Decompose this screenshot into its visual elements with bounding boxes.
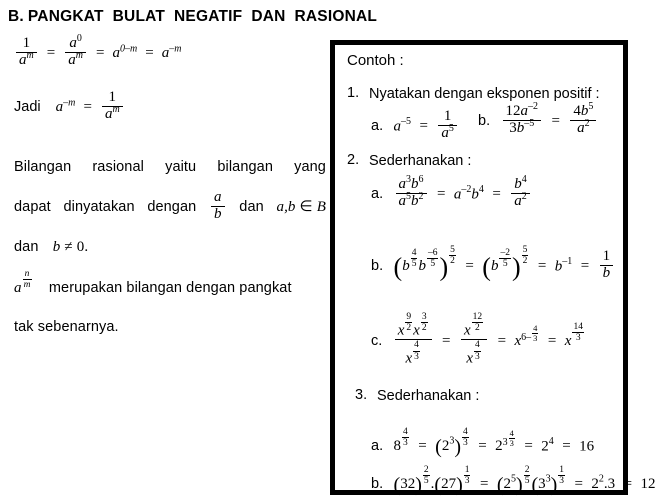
formula1-equals-2: = <box>96 45 105 62</box>
contoh-heading: Contoh : <box>347 52 404 69</box>
item-3b-t5-dot: . <box>603 476 608 492</box>
item-2b-b1-exp-num: 4 <box>411 247 417 258</box>
item-3a-t4-exp: 4 <box>548 436 554 448</box>
item-2-text: Sederhanakan : <box>369 153 472 169</box>
para3-period: . <box>84 239 89 255</box>
item-2a-lhs-fraction <box>396 174 427 210</box>
item-2a-num-a-exp: 3 <box>406 174 412 185</box>
item-1a-rhs-den-base: a <box>441 124 449 141</box>
item-2c-den <box>395 339 432 367</box>
item-3b-t4-exp <box>558 465 565 487</box>
item-2b-mid-exp <box>499 248 511 270</box>
item-3b-t4-open-paren: ( <box>531 474 539 497</box>
item-2c-r1-minus: – <box>526 332 532 343</box>
item-2a-res-num-base: b <box>514 176 522 192</box>
item-3a-t2-num: 4 <box>463 427 468 437</box>
jadi-frac-num: 1 <box>108 89 117 105</box>
item-3b-t5-base: 2 <box>591 476 599 492</box>
item-2c-r1-exp <box>521 324 539 343</box>
para4-exp-num: n <box>24 269 30 279</box>
formula1-equals-1: = <box>46 45 56 62</box>
item-2a-equals-1: = <box>437 186 446 203</box>
item-2b-mid-outer-den: 2 <box>522 256 528 267</box>
item-3b-equals-2: = <box>574 476 583 492</box>
item-3a-t3-base: 2 <box>495 438 503 455</box>
item-2c-equals-2: = <box>497 333 507 349</box>
item-3b-t2-open-paren: ( <box>434 474 442 497</box>
item-2c-mid-num-exp <box>472 312 484 334</box>
para2-frac-den: b <box>211 206 225 223</box>
item-3b-equals-1: = <box>479 476 489 492</box>
item-2b-close-paren: ) <box>439 253 449 283</box>
paragraph-line-1 <box>14 147 326 187</box>
item-1b-lhs-fraction <box>503 101 542 137</box>
item-2b-outer-num: 5 <box>450 245 455 255</box>
title-word-1: PANGKAT <box>27 8 104 25</box>
formula1-term3-exp: 0–m <box>120 43 138 55</box>
item-1a-lhs-base: a <box>393 118 402 135</box>
item-2a-mid-base1: a <box>453 186 462 203</box>
item-3a-equals-3: = <box>524 438 533 455</box>
item-2b-b2-base: b <box>418 258 426 275</box>
para2-dan: dan <box>239 199 264 215</box>
item-2c-n2-exp <box>421 312 428 334</box>
item-2c-r2-den: 3 <box>572 332 584 343</box>
item-1b-lhs-num-exp: –2 <box>528 101 539 112</box>
para1-word-4: yang <box>294 159 326 175</box>
para5-text: tak sebenarnya. <box>14 319 119 335</box>
item-2a-num-a: a <box>398 176 407 192</box>
jadi-frac-den <box>102 103 123 123</box>
item-2c-equals-3: = <box>547 333 557 349</box>
item-3b-t4-base: 3 <box>538 476 546 492</box>
item-3a-equals-4: = <box>562 438 571 455</box>
item-2c-result-2 <box>564 322 585 349</box>
item-2a-den-a-exp: 5 <box>406 190 412 202</box>
title-word-0: B. <box>8 8 24 25</box>
example-item-2b <box>371 245 615 282</box>
example-item-3a <box>371 427 595 459</box>
item-2c-mid-num-den: 2 <box>472 322 484 333</box>
example-box <box>330 40 656 497</box>
item-1-text: Nyatakan dengan eksponen positif : <box>369 86 600 102</box>
item-2c-d-exp <box>413 340 420 362</box>
item-3-number: 3. <box>355 387 368 403</box>
para2-word-2: dengan <box>147 199 197 215</box>
item-2c-num <box>395 312 432 339</box>
item-3b-t4-close-paren: ) <box>550 474 558 497</box>
item-3a-equals-2: = <box>478 438 487 455</box>
item-3a-equals-1: = <box>418 438 427 455</box>
para2-elem-symbol: ∈ <box>299 199 313 215</box>
formula1-term1-numerator: 1 <box>22 35 31 51</box>
item-2c-r1-int: 6 <box>521 332 527 343</box>
item-2c-r1-den: 3 <box>533 333 538 344</box>
example-item-1a <box>371 110 459 143</box>
paragraph-line-2 <box>14 187 326 227</box>
jadi-frac-den-exp: m <box>112 103 120 115</box>
item-3b-t3-inner: 5 <box>511 473 517 485</box>
para3-neq: ≠ <box>64 239 73 255</box>
item-1a-label: a. <box>371 118 384 135</box>
item-2c-lhs-fraction <box>395 312 432 368</box>
item-2c-r2-exp <box>572 322 584 344</box>
item-2-number: 2. <box>347 152 360 168</box>
item-3a-t4-base: 2 <box>541 438 549 455</box>
item-2b-final-fraction <box>600 249 614 282</box>
para3-b: b <box>52 239 61 255</box>
item-3b-t1-base: 32 <box>400 476 416 492</box>
para2-word-0: dapat <box>14 199 51 215</box>
item-2c-r1-num: 4 <box>533 323 538 334</box>
item-2c-result-1 <box>514 323 540 349</box>
item-3b-term2 <box>434 465 471 497</box>
item-3b-t1-den: 5 <box>423 476 429 487</box>
paragraph-line-4 <box>14 267 326 309</box>
jadi-statement <box>14 91 326 137</box>
item-2b-b1-exp-den: 5 <box>411 259 417 270</box>
item-1a-rhs-den <box>438 122 457 142</box>
item-3b-t2-den: 3 <box>464 476 470 487</box>
item-2c-mid-den <box>461 339 487 367</box>
item-3b-term3 <box>496 465 532 497</box>
item-2a-res-num-exp: 4 <box>521 174 527 185</box>
item-3b-t3-close-paren: ) <box>516 474 523 497</box>
item-3a-t1-base: 8 <box>393 438 402 455</box>
item-2c-d-den: 3 <box>414 351 419 362</box>
para4-base: a <box>14 280 22 296</box>
item-1b-rhs-num <box>570 101 596 120</box>
item-2b-equals-3: = <box>580 258 590 275</box>
para4-a-to-n-over-m <box>14 269 33 296</box>
example-item-2a <box>371 174 532 211</box>
item-3a-t3-num: 4 <box>509 428 514 439</box>
item-2c-n2-den: 2 <box>421 323 427 334</box>
title-word-5: RASIONAL <box>294 8 378 25</box>
jadi-exp: –m <box>63 97 76 109</box>
title-word-2: BULAT <box>112 8 166 25</box>
item-3b-t3-base: 2 <box>503 476 512 492</box>
formula1-term2-num-base: a <box>69 35 77 51</box>
item-1b-lhs-num <box>503 101 542 120</box>
item-2c-mid-num-num: 12 <box>472 312 483 322</box>
item-2c-mid-den-exp <box>474 340 481 362</box>
item-2a-res-den <box>511 190 530 210</box>
item-2b-equals-2: = <box>537 258 547 275</box>
item-3a-term3 <box>495 428 516 455</box>
item-3a-label: a. <box>371 438 384 455</box>
title-word-3: NEGATIF <box>174 8 243 25</box>
example-item-2-prompt <box>347 152 471 170</box>
item-3a-t3-frac <box>509 429 515 448</box>
item-2a-num-b: b <box>411 176 419 192</box>
item-2c-mid-den-num: 4 <box>475 340 480 351</box>
item-3b-t5-exp: 2 <box>598 473 604 485</box>
item-3b-t1-open-paren: ( <box>393 474 401 497</box>
item-2b-b2-exp-den: 5 <box>427 258 439 269</box>
item-3a-t2-inner-exp: 3 <box>449 436 455 448</box>
item-1b-rhs-den-base: a <box>577 119 585 136</box>
item-1b-rhs-fraction <box>570 101 596 137</box>
item-2b-label: b. <box>371 258 384 275</box>
item-1b-lhs-num-coef: 12 <box>505 103 521 119</box>
item-2c-r2-num: 14 <box>573 322 583 332</box>
para1-word-0: Bilangan <box>14 159 72 175</box>
item-3b-t4-inner: 3 <box>545 473 551 485</box>
item-2b-open-paren: ( <box>393 253 403 283</box>
item-3a-open-paren: ( <box>435 436 442 459</box>
item-2b-mid-exp-den: 5 <box>499 258 511 269</box>
item-3b-t5-mult: 3 <box>607 476 616 492</box>
item-2b-res-base: b <box>554 258 563 275</box>
item-3b-t2-num: 1 <box>464 465 470 475</box>
formula1-term1-den-base: a <box>19 51 27 68</box>
item-2c-d-num: 4 <box>414 340 419 351</box>
formula1-term2-denominator <box>65 49 86 69</box>
para3-dan: dan <box>14 239 39 255</box>
item-1b-rhs-den-exp: 2 <box>584 117 590 129</box>
item-2b-mid-outer-exp <box>522 245 529 267</box>
item-2c-mid-den-base: x <box>466 350 473 367</box>
formula1-term2-num-exp: 0 <box>76 33 82 44</box>
item-2c-n1-base: x <box>397 322 405 339</box>
item-3a-close-paren: ) <box>454 436 462 459</box>
item-1b-rhs-den <box>570 117 596 137</box>
item-3a-term2 <box>435 427 470 459</box>
item-3a-t2-exp <box>462 427 469 449</box>
item-2a-num-b-exp: 6 <box>418 174 424 185</box>
item-2c-d-base: x <box>405 350 413 367</box>
formula1-term2-den-exp: m <box>75 49 83 61</box>
item-2b-mid-outer-num: 5 <box>522 245 528 255</box>
item-3a-t1-exp <box>402 427 409 449</box>
item-2b-res-exp: –1 <box>562 256 573 268</box>
item-2c-r1-frac <box>532 324 538 343</box>
item-3a-term1 <box>393 427 410 455</box>
para2-frac-num: a <box>214 188 222 205</box>
item-2c-n1-num: 9 <box>406 312 412 322</box>
item-1b-lhs-den-coef: 3 <box>509 119 517 136</box>
example-item-3b <box>371 465 656 497</box>
item-2b-mid-group <box>482 245 529 283</box>
item-3-text: Sederhanakan : <box>377 388 480 404</box>
item-2a-den-b: b <box>411 192 419 209</box>
para2-word-1: dinyatakan <box>63 199 135 215</box>
item-2c-n2-num: 3 <box>421 312 427 322</box>
formula1-term2 <box>65 33 86 69</box>
item-2a-equals-2: = <box>492 186 501 203</box>
item-2a-res-den-base: a <box>514 192 522 209</box>
item-3a-result: 16 <box>579 438 595 455</box>
para2-fraction-a-over-b <box>211 190 225 223</box>
item-2b-mid-exp-num: –2 <box>500 247 510 258</box>
para4-text: merupakan bilangan dengan pangkat <box>48 280 292 296</box>
item-1a-rhs-den-exp: 5 <box>448 122 454 134</box>
item-2b-mid-close-paren: ) <box>511 253 521 283</box>
item-2c-r1-base: x <box>514 333 522 349</box>
item-3a-t3-int: 3 <box>502 436 508 448</box>
item-2b-final-den: b <box>600 265 614 282</box>
item-3b-t2-base: 27 <box>441 476 457 492</box>
formula1-term2-den-base: a <box>68 51 76 68</box>
item-2a-res-den-exp: 2 <box>521 190 527 202</box>
item-3b-t4-den: 3 <box>559 476 565 487</box>
item-1a-rhs-fraction <box>438 109 457 142</box>
item-2a-den-a: a <box>398 192 407 209</box>
item-2b-b2-exp <box>427 248 439 270</box>
left-column <box>14 33 326 345</box>
formula1-term3-base: a <box>112 45 121 62</box>
item-2b-lhs-group <box>393 245 457 283</box>
item-2a-mid-base2: b <box>471 186 479 203</box>
item-3b-dot: . <box>430 476 435 492</box>
formula1-term1-denominator <box>16 49 37 69</box>
item-1b-lhs-den <box>503 117 542 137</box>
jadi-label: Jadi <box>14 99 41 116</box>
item-2b-final-num: 1 <box>602 247 611 264</box>
example-item-1-prompt <box>347 85 600 103</box>
item-2b-outer-den: 2 <box>450 256 455 267</box>
item-2b-b1-exp <box>411 248 418 270</box>
formula1-equals-3: = <box>145 45 154 62</box>
item-3b-t1-exp <box>423 465 430 487</box>
item-3b-t2-close-paren: ) <box>456 474 463 497</box>
jadi-equals: = <box>83 99 92 116</box>
item-2c-mid-fraction <box>461 312 487 368</box>
para3-zero: 0 <box>76 239 85 255</box>
item-1b-rhs-num-exp: 5 <box>588 101 594 112</box>
para2-set-vars: a,b <box>276 199 296 215</box>
formula1-term1-den-exp: m <box>26 49 34 61</box>
para4-exponent-fraction <box>23 269 32 291</box>
item-1b-rhs-num-coef: 4 <box>573 103 581 119</box>
item-1b-equals: = <box>551 113 560 130</box>
item-3b-t3-open-paren: ( <box>496 474 504 497</box>
item-2a-mid-exp1: –2 <box>461 184 472 196</box>
item-3a-t2-den: 3 <box>463 438 468 449</box>
formula1-term1 <box>16 36 37 69</box>
item-3b-t3-num: 2 <box>524 465 530 475</box>
jadi-fraction <box>102 90 123 123</box>
item-3b-t3-exp <box>524 465 531 487</box>
item-2c-mid-num <box>461 312 487 339</box>
title-word-4: DAN <box>251 8 286 25</box>
item-3b-equals-3: = <box>623 476 633 492</box>
item-2b-b1-base: b <box>402 258 410 275</box>
item-3a-t1-den: 3 <box>403 438 408 449</box>
item-2c-mid-den-den: 3 <box>475 351 480 362</box>
example-item-1b <box>478 101 598 138</box>
paragraph-line-3 <box>14 227 326 267</box>
item-3b-t1-num: 2 <box>423 465 429 475</box>
item-2c-label: c. <box>371 333 383 349</box>
para1-word-2: yaitu <box>165 159 197 175</box>
para2-set-membership <box>276 187 326 227</box>
formula-negative-exponent-derivation <box>14 33 326 89</box>
para4-exp-den: m <box>23 280 31 291</box>
item-1b-lhs-den-base: b <box>516 119 525 136</box>
item-3a-t2-base: 2 <box>441 438 450 455</box>
item-3b-label: b. <box>371 476 384 492</box>
formula1-term4-base: a <box>161 45 170 62</box>
item-3b-t1-close-paren: ) <box>415 474 422 497</box>
para2-set-name: B <box>316 199 326 215</box>
item-2a-res-num <box>511 174 530 193</box>
item-2c-equals-1: = <box>442 333 451 349</box>
para1-word-3: bilangan <box>217 159 273 175</box>
item-2c-n1-exp <box>405 312 412 334</box>
item-3a-t1-num: 4 <box>403 427 408 437</box>
item-2a-den-b-exp: 2 <box>418 190 424 202</box>
jadi-frac-den-base: a <box>104 105 113 122</box>
item-1a-rhs-num: 1 <box>443 108 452 124</box>
item-2a-mid-exp2: 4 <box>478 184 484 196</box>
item-1b-lhs-den-exp: –5 <box>524 117 535 129</box>
page-title <box>8 8 386 26</box>
item-1a-equals: = <box>419 118 428 135</box>
item-3b-term1 <box>393 465 431 497</box>
paragraph-line-5 <box>14 309 326 345</box>
example-item-3-prompt <box>355 387 479 405</box>
item-2c-r2-base: x <box>564 333 572 349</box>
para1-word-1: rasional <box>92 159 144 175</box>
item-2b-mid-open-paren: ( <box>482 253 491 283</box>
item-1-number: 1. <box>347 85 360 101</box>
item-1a-lhs-exp: –5 <box>401 116 412 128</box>
item-3b-t3-den: 5 <box>524 476 530 487</box>
item-2c-n2-base: x <box>413 322 420 339</box>
item-2c-mid-num-base: x <box>463 322 471 339</box>
item-1b-label: b. <box>478 113 491 130</box>
item-3a-t3-exp <box>503 429 516 448</box>
item-2a-den <box>396 190 427 210</box>
formula1-term4-exp: –m <box>169 43 182 55</box>
item-1b-lhs-num-base: a <box>520 103 529 119</box>
item-1b-rhs-num-base: b <box>580 103 589 119</box>
item-2a-result-fraction <box>511 174 530 210</box>
item-3b-t4-num: 1 <box>559 465 565 475</box>
jadi-base: a <box>55 99 64 116</box>
item-3b-term4 <box>531 465 566 497</box>
item-2a-label: a. <box>371 186 384 203</box>
item-2b-b2-exp-num: –6 <box>427 247 438 258</box>
item-3a-t3-den: 3 <box>509 438 514 449</box>
item-3b-t2-exp <box>464 465 471 487</box>
item-2c-n1-den: 2 <box>406 323 412 334</box>
item-2b-outer-exp <box>449 245 456 267</box>
example-item-2c <box>371 313 585 369</box>
item-2b-equals-1: = <box>465 258 474 275</box>
item-2b-mid-base: b <box>490 258 499 275</box>
item-3b-result: 12 <box>640 476 656 492</box>
